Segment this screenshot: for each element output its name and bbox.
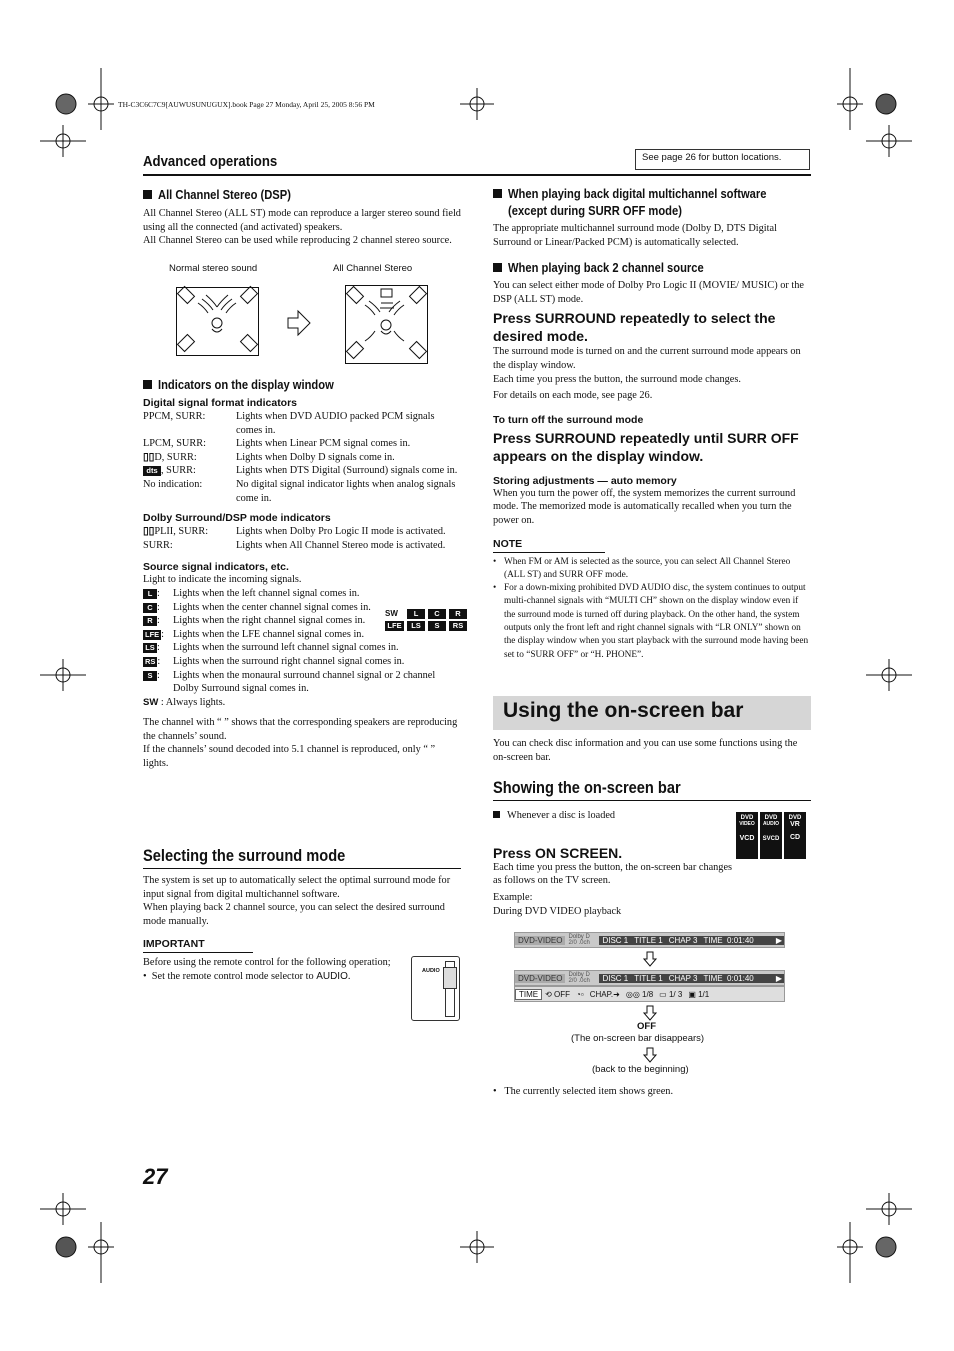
indicators-section xyxy=(143,376,461,771)
repeat-icon: ⟲ OFF xyxy=(545,989,571,999)
dolby-icon: ▯▯ xyxy=(143,451,155,463)
note-item: • For a down-mixing prohibited DVD AUDIO disc, the system continues to output multi-channel signals with “MULTI CH” shown on the display window even if the surround mode is turned off during playback. On the other hand, the system outputs only the front left and right channel signals with “LR ONLY” shown on the display window when you start playback with the surround mode having been set to “SURR OFF” or “H. PHONE”. xyxy=(493,583,809,660)
osb-banner: Using the on-screen bar xyxy=(493,696,811,730)
two-text: You can select either mode of Dolby Pro Logic II (MOVIE/ MUSIC) or the DSP (ALL ST) mode. xyxy=(493,280,804,305)
digital-row: PPCM, SURR: Lights when DVD AUDIO packed PCM signals comes in. xyxy=(143,411,435,436)
surround-text-1: The system is set up to automatically select the optimal surround mode for input signal from digital multichannel software. xyxy=(143,875,451,900)
disc-icons xyxy=(736,812,806,859)
on-text: Each time you press the button, the on-screen bar changes as follows on the TV screen. xyxy=(493,861,733,887)
dolby-row: SURR: Lights when All Channel Stereo mode is activated. xyxy=(143,539,446,551)
timer-icon: ◔▫ xyxy=(576,989,584,999)
page-number: 27 xyxy=(143,1164,168,1189)
chip-l: L xyxy=(407,609,425,619)
important-label: IMPORTANT xyxy=(143,934,253,953)
chip-rs: RS xyxy=(449,621,467,631)
back-label: (back to the beginning) xyxy=(592,1064,689,1075)
chip-s: S xyxy=(428,621,446,631)
angle-icon: ▣ xyxy=(688,989,696,999)
chip-ls: LS xyxy=(407,621,425,631)
two-heading: When playing back 2 channel source xyxy=(493,259,811,277)
source-row: C : Lights when the center channel signal comes in. xyxy=(143,601,461,615)
storing-heading: Storing adjustments — auto memory xyxy=(493,474,677,487)
during-label: During DVD VIDEO playback xyxy=(493,905,622,917)
storing-text: When you turn the power off, the system memorizes the current surround mode. The memorized mode is automatically recalled when you turn the power on. xyxy=(493,487,796,526)
dvd-audio-icon: DVD AUDIO SVCD xyxy=(760,812,782,859)
note-list xyxy=(493,556,811,662)
dts-icon: dts xyxy=(143,466,161,476)
acs-heading: All Channel Stereo (DSP) xyxy=(143,186,461,204)
right-column xyxy=(493,186,811,662)
note-label: NOTE xyxy=(493,534,605,553)
down-arrow-icon xyxy=(643,1047,657,1063)
source-heading: Source signal indicators, etc. xyxy=(143,561,289,574)
dolby-heading: Dolby Surround/DSP mode indicators xyxy=(143,512,331,525)
source-chip-grid xyxy=(385,609,467,631)
play-icon: ▶ xyxy=(775,935,782,945)
fig-label-acs: All Channel Stereo xyxy=(333,263,413,274)
subtitle-icon: ▭ xyxy=(659,989,667,999)
osb-bar-2: DVD-VIDEO Dolby D 2/0 .0ch DISC 1 TITLE 1 CHAP 3 TIME 0:01:40 ▶ xyxy=(514,970,785,986)
digital-list xyxy=(143,410,461,505)
dolby-list xyxy=(143,525,461,552)
example-label: Example: xyxy=(493,891,533,903)
fig-label-normal: Normal stereo sound xyxy=(169,263,258,274)
source-row: L : Lights when the left channel signal comes in. xyxy=(143,587,461,601)
showing-title: Showing the on-screen bar xyxy=(493,778,811,801)
multi-text: The appropriate multichannel surround mode (Dolby D, DTS Digital Surround or Linear/Packed PCM) is automatically selected. xyxy=(493,223,777,248)
header-rule xyxy=(143,174,811,176)
important-bullet: • Set the remote control mode selector to AUDIO. xyxy=(143,970,351,982)
down-arrow-icon xyxy=(643,951,657,967)
green-note: • The currently selected item shows green. xyxy=(493,1086,674,1097)
print-header: TH-C3C6C7C9[AUWUSUNUGUX].book Page 27 Monday, April 25, 2005 8:56 PM xyxy=(118,100,375,109)
channel-text-2: If the channels’ sound decoded into 5.1 channel is reproduced, only “ ” lights. xyxy=(143,744,436,770)
press-text-2: Each time you press the button, the surround mode changes. xyxy=(493,373,741,385)
source-row: LS : Lights when the surround left channel signal comes in. xyxy=(143,641,461,655)
press-surround: Press SURROUND repeatedly to select the desired mode. xyxy=(493,310,776,345)
source-list xyxy=(143,587,461,709)
speaker-diagram xyxy=(176,285,430,367)
digital-row: LPCM, SURR: Lights when Linear PCM signal comes in. xyxy=(143,438,411,450)
sw-row: SW : Always lights. xyxy=(143,696,226,708)
osb-bar-2-row-2: TIME ⟲ OFF ◔▫ CHAP.➜ ◎◎ 1/8 ▭ 1/ 3 ▣ 1/1 xyxy=(514,986,785,1002)
play-icon: ▶ xyxy=(775,973,782,983)
osb-text: You can check disc information and you can use some functions using the on-screen bar. xyxy=(493,738,798,763)
digital-row: ▯▯D, SURR: Lights when Dolby D signals come in. xyxy=(143,451,395,463)
source-row: RS : Lights when the surround right channel signal comes in. xyxy=(145,655,405,667)
disappears-label: (The on-screen bar disappears) xyxy=(571,1033,705,1044)
surround-title: Selecting the surround mode xyxy=(143,846,461,869)
dolby-icon: ▯▯ xyxy=(143,526,155,538)
digital-row: dts , SURR: Lights when DTS Digital (Surround) signals come in. xyxy=(143,464,461,478)
chip-sw: SW xyxy=(385,609,398,618)
chip-lfe: LFE xyxy=(385,621,404,631)
turnoff-heading: To turn off the surround mode xyxy=(493,413,644,426)
digital-heading: Digital signal format indicators xyxy=(143,397,298,409)
down-arrow-icon xyxy=(643,1005,657,1021)
chip-r: R xyxy=(449,609,467,619)
acs-text-1: All Channel Stereo (ALL ST) mode can reproduce a larger stereo sound field using all the connected (and activated) speakers. xyxy=(143,208,461,233)
source-row: LFE : Lights when the LFE channel signal comes in. xyxy=(145,628,365,640)
press-on-screen: Press ON SCREEN. xyxy=(493,844,623,861)
surround-text-2: When playing back 2 channel source, you can select the desired surround mode manually. xyxy=(143,902,445,927)
dvd-video-icon: DVD VIDEO VCD xyxy=(736,812,758,859)
important-text: Before using the remote control for the following operation; xyxy=(143,957,391,969)
dvd-vr-icon: DVD VR CD xyxy=(784,812,806,859)
source-intro: Light to indicate the incoming signals. xyxy=(143,574,302,586)
source-row: R : Lights when the right channel signal comes in. xyxy=(143,614,461,628)
button-note: See page 26 for button locations. xyxy=(635,149,810,170)
audio-icon: ◎◎ xyxy=(625,989,640,999)
indicators-heading: Indicators on the display window xyxy=(143,376,461,394)
press-text-1: The surround mode is turned on and the current surround mode appears on the display window. xyxy=(493,346,801,371)
whenever-text: Whenever a disc is loaded xyxy=(493,809,811,823)
osb-bar-1: DVD-VIDEO Dolby D 2/0 .0ch DISC 1 TITLE 1 CHAP 3 TIME 0:01:40 ▶ xyxy=(514,932,785,948)
press-text-3: For details on each mode, see page 26. xyxy=(493,390,653,402)
acs-text-2: All Channel Stereo can be used while reproducing 2 channel stereo source. xyxy=(143,235,452,247)
section-title: Advanced operations xyxy=(143,153,278,170)
channel-text-1: The channel with “ ” shows that the corresponding speakers are reproducing the channels’ sound. xyxy=(143,717,458,742)
source-row: S : Lights when the monaural surround channel signal or 2 channel Dolby Surround signal comes in. xyxy=(143,669,461,696)
dolby-row: ▯▯PLII, SURR: Lights when Dolby Pro Logic II mode is activated. xyxy=(143,526,446,538)
left-column xyxy=(143,186,461,248)
note-item: • When FM or AM is selected as the source, you can select All Channel Stereo (ALL ST) and SURR OFF mode. xyxy=(493,556,791,580)
chip-c: C xyxy=(428,609,446,619)
mode-selector-switch: AUDIO xyxy=(411,956,460,1021)
multi-heading: When playing back digital multichannel software (except during SURR OFF mode) xyxy=(493,186,811,219)
off-label: OFF xyxy=(637,1021,656,1032)
press-off: Press SURROUND repeatedly until SURR OFF appears on the display window. xyxy=(493,429,799,464)
digital-row: No indication: No digital signal indicator lights when analog signals come in. xyxy=(143,478,456,504)
